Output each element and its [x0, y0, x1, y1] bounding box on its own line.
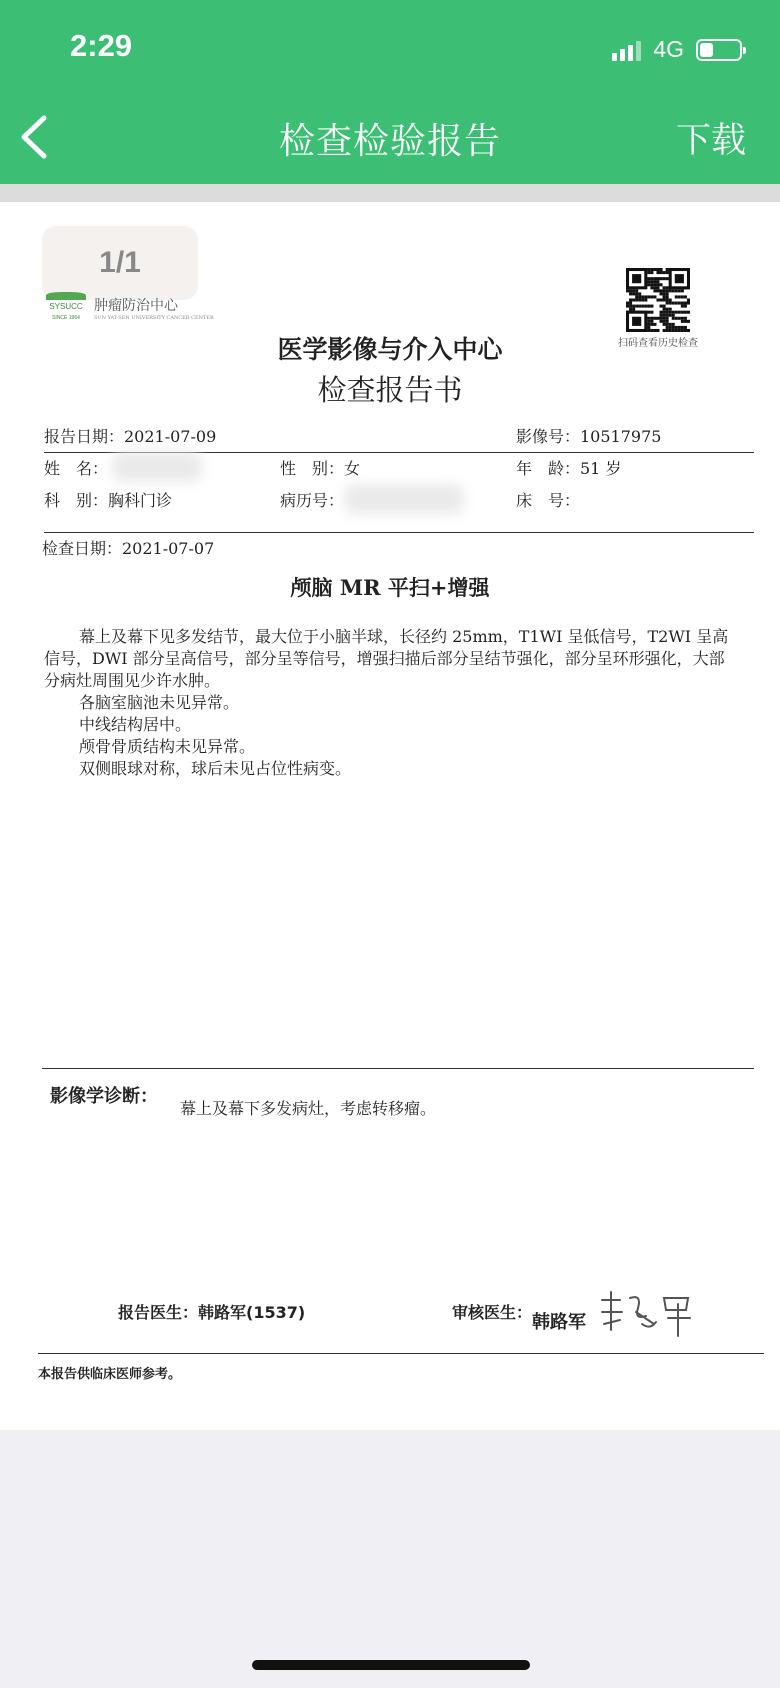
org-title: 医学影像与介入中心 — [277, 335, 503, 364]
reviewer-name: 韩路军 — [532, 1312, 586, 1333]
divider — [44, 532, 754, 533]
diagnosis-text: 幕上及幕下多发病灶，考虑转移瘤。 — [180, 1099, 437, 1118]
signal-icon — [612, 39, 641, 61]
network-type: 4G — [653, 36, 684, 62]
download-button[interactable]: 下载 — [675, 121, 746, 161]
exam-date: 检查日期：2021-07-07 — [42, 539, 215, 558]
logo-name: 肿瘤防治中心 — [94, 297, 178, 314]
hospital-logo — [46, 292, 214, 323]
department: 科 别：胸科门诊 — [44, 491, 173, 510]
divider — [38, 1353, 764, 1354]
app-header — [0, 0, 780, 184]
report-date: 报告日期：2021-07-09 — [44, 427, 217, 446]
exam-title: 颅脑 MR 平扫+增强 — [290, 575, 490, 600]
patient-name-label: 姓 名： — [44, 459, 109, 478]
finding-line: 幕上及幕下见多发结节，最大位于小脑半球，长径约 25mm，T1WI 呈低信号，T2WI 呈高信号，DWI 部分呈高信号，部分呈等信号，增强扫描后部分呈结节强化，部分呈环形强化，大部分病灶周围见少许水肿。 — [44, 627, 729, 690]
finding-line: 中线结构居中。 — [79, 715, 192, 734]
bed-number: 床 号： — [516, 491, 581, 510]
reviewer-label: 审核医生： — [452, 1303, 533, 1322]
logo-mark — [46, 292, 86, 323]
redacted-name — [112, 452, 202, 482]
finding-line: 颅骨骨质结构未见异常。 — [79, 737, 256, 756]
record-number-label: 病历号： — [280, 491, 345, 510]
footnote: 本报告供临床医师参考。 — [38, 1367, 182, 1382]
diagnosis-label: 影像学诊断： — [50, 1086, 158, 1107]
doc-title: 检查报告书 — [317, 373, 463, 407]
finding-line: 各脑室脑池未见异常。 — [79, 693, 240, 712]
status-indicators — [612, 36, 742, 63]
logo-subtitle: SUN YAT-SEN UNIVERSITY CANCER CENTER — [94, 314, 214, 321]
logo-since: SINCE 1964 — [52, 315, 80, 321]
home-indicator[interactable] — [252, 1660, 530, 1670]
handwritten-signature — [598, 1290, 698, 1338]
battery-fill — [700, 43, 713, 57]
qr-code-icon[interactable] — [626, 268, 690, 332]
patient-sex: 性 别：女 — [280, 459, 361, 478]
divider — [42, 1068, 754, 1069]
findings — [44, 626, 734, 780]
finding-line: 双侧眼球对称，球后未见占位性病变。 — [79, 759, 352, 778]
header-separator — [0, 184, 780, 204]
qr-caption: 扫码查看历史检查 — [618, 338, 698, 349]
status-time: 2:29 — [70, 28, 133, 63]
page-indicator: 1/1 — [42, 226, 198, 300]
reporting-doctor: 报告医生：韩路军(1537) — [118, 1303, 306, 1322]
image-number: 影像号：10517975 — [516, 427, 662, 446]
patient-age: 年 龄：51 岁 — [516, 459, 622, 478]
report-document[interactable] — [0, 202, 780, 1430]
logo-abbr: SYSUCC — [49, 302, 83, 311]
page-title: 检查检验报告 — [278, 121, 501, 162]
redacted-record-number — [344, 484, 464, 514]
battery-icon — [696, 39, 742, 61]
